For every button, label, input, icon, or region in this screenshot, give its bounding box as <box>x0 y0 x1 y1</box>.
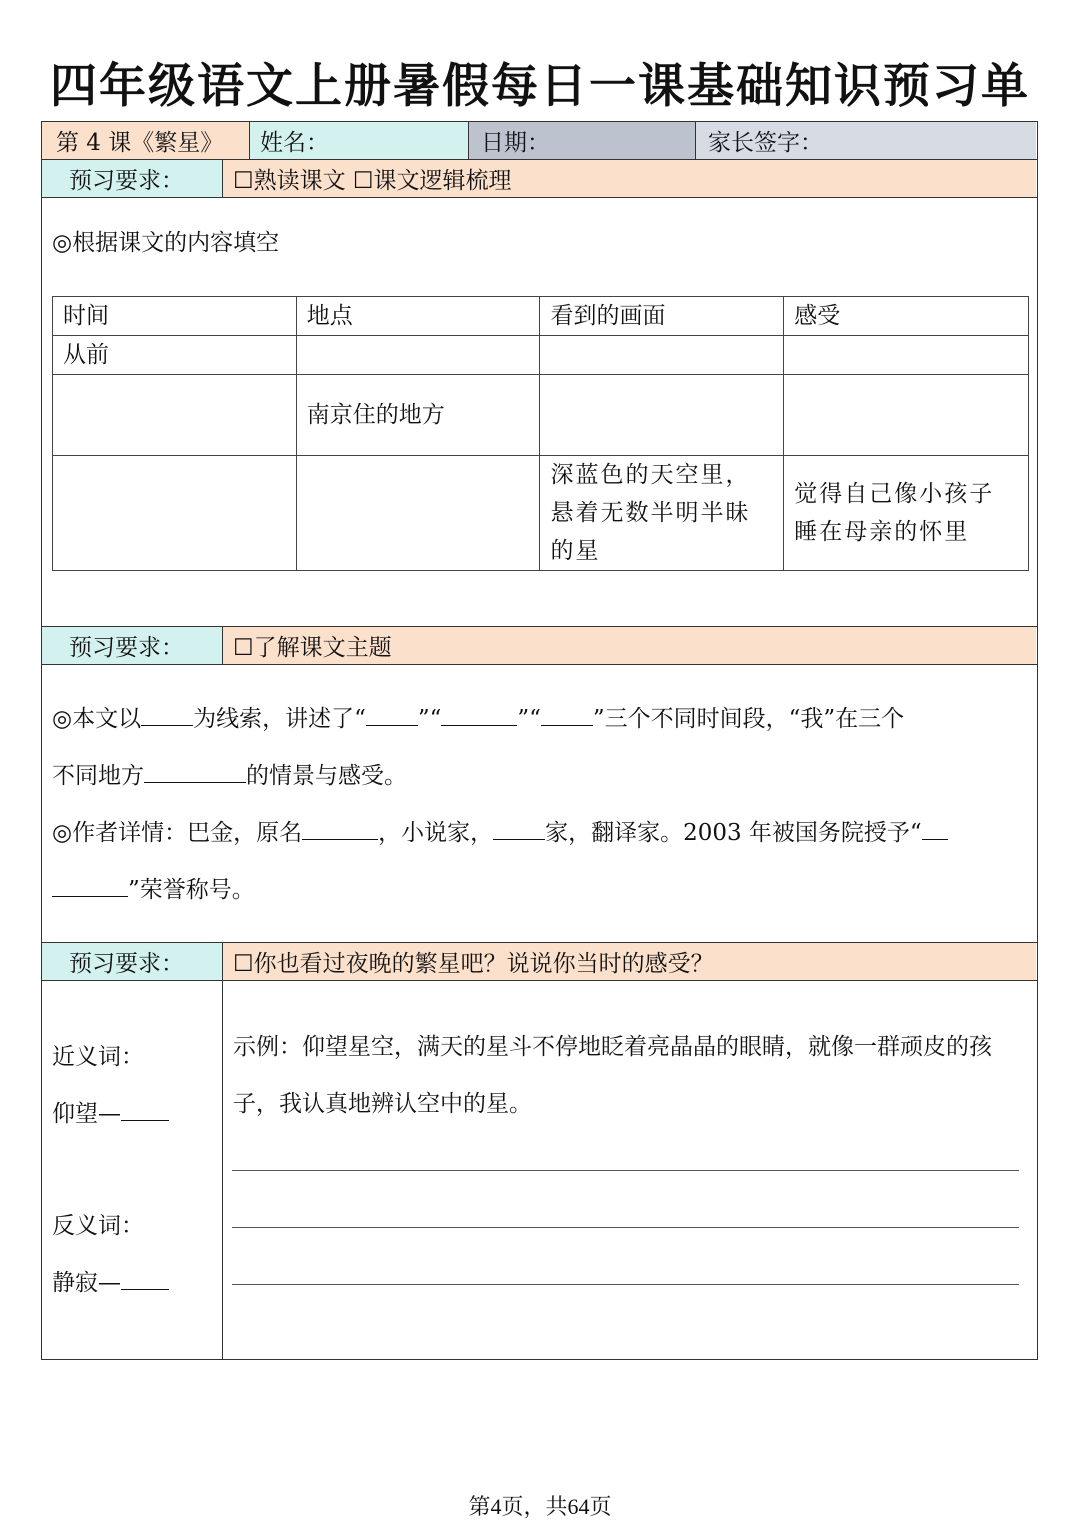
parent-sign-label: 家长签字： <box>708 130 823 156</box>
theme-paragraph <box>52 691 1032 805</box>
writing-line[interactable] <box>232 1284 1019 1285</box>
text-segment: ”荣誉称号。 <box>128 877 255 903</box>
lesson-cell <box>42 122 250 159</box>
table-header-row <box>53 297 1029 336</box>
name-label: 姓名： <box>260 130 329 156</box>
section2-req-text-cell <box>223 627 1036 664</box>
text-segment: 的情景与感受。 <box>246 763 407 789</box>
synonym-word: 仰望— <box>52 1101 121 1127</box>
fill-blank[interactable] <box>121 1098 169 1121</box>
section1-body <box>42 198 1037 627</box>
table-row <box>53 336 1029 375</box>
table-cell-blank[interactable] <box>540 336 784 375</box>
writing-line[interactable] <box>232 1227 1019 1228</box>
page-footer: 第4页，共64页 <box>468 1494 612 1519</box>
fill-blank[interactable] <box>922 817 948 840</box>
author-paragraph <box>52 805 1032 919</box>
text-segment: 不同地方 <box>52 763 144 789</box>
fill-blank[interactable] <box>144 760 246 783</box>
worksheet-table <box>41 121 1038 1360</box>
fill-in-prompt: ◎根据课文的内容填空 <box>52 230 280 256</box>
text-segment: 家，翻译家。2003 年被国务院授予“ <box>545 820 922 846</box>
fill-blank[interactable] <box>541 703 593 726</box>
antonym-label: 反义词： <box>52 1213 144 1239</box>
table-cell-blank[interactable] <box>784 336 1029 375</box>
table-cell-blank[interactable] <box>540 375 784 456</box>
text-segment: ”三个不同时间段，“我”在三个 <box>592 706 905 732</box>
example-text: 示例：仰望星空，满天的星斗不停地眨着亮晶晶的眼睛，就像一群顽皮的孩子，我认真地辨认空中的星。 <box>233 1034 992 1117</box>
req-label: 预习要求： <box>69 168 184 194</box>
fill-blank[interactable] <box>52 874 128 897</box>
fill-blank[interactable] <box>121 1267 169 1290</box>
section2-requirement-row <box>42 627 1037 665</box>
header-row <box>42 122 1037 160</box>
fill-blank[interactable] <box>493 817 545 840</box>
vocab-column <box>42 981 223 1359</box>
text-segment: ”“ <box>417 706 442 732</box>
fill-blank[interactable] <box>302 817 378 840</box>
synonym-label: 近义词： <box>52 1044 144 1070</box>
table-row <box>53 375 1029 456</box>
date-label: 日期： <box>481 130 550 156</box>
antonym-block <box>52 1198 169 1312</box>
section2-body <box>42 665 1037 943</box>
text-segment: ，小说家， <box>378 820 494 846</box>
req-text: ☐你也看过夜晚的繁星吧？说说你当时的感受？ <box>233 951 714 977</box>
table-cell: 从前 <box>53 336 297 375</box>
text-segment: ”“ <box>517 706 541 732</box>
req-text: ☐了解课文主题 <box>233 635 392 661</box>
antonym-word: 静寂— <box>52 1270 121 1296</box>
table-row <box>53 456 1029 571</box>
text-segment: ◎作者详情：巴金，原名 <box>52 820 303 846</box>
synonym-block <box>52 1029 169 1143</box>
table-cell-blank[interactable] <box>296 456 540 571</box>
section2-req-label-cell <box>42 627 223 664</box>
table-cell-blank[interactable] <box>784 375 1029 456</box>
fill-blank[interactable] <box>441 703 517 726</box>
date-field[interactable] <box>469 122 696 159</box>
fill-in-table <box>52 296 1029 571</box>
section1-req-text-cell <box>223 160 1036 197</box>
table-cell: 深蓝色的天空里，悬着无数半明半昧的星 <box>540 456 784 571</box>
table-cell: 觉得自己像小孩子睡在母亲的怀里 <box>784 456 1029 571</box>
req-label: 预习要求： <box>69 635 184 661</box>
section1-req-label-cell <box>42 160 223 197</box>
text-segment: ◎本文以 <box>52 706 142 732</box>
table-header-cell: 看到的画面 <box>540 297 784 336</box>
table-cell-blank[interactable] <box>53 375 297 456</box>
table-cell-blank[interactable] <box>53 456 297 571</box>
section1-requirement-row <box>42 160 1037 198</box>
lesson-title: 第 4 课《繁星》 <box>56 130 224 156</box>
writing-line[interactable] <box>232 1170 1019 1171</box>
table-cell-blank[interactable] <box>296 336 540 375</box>
req-label: 预习要求： <box>69 951 184 977</box>
table-header-cell: 时间 <box>53 297 297 336</box>
section3-req-label-cell <box>42 943 223 980</box>
req-text: ☐熟读课文 ☐课文逻辑梳理 <box>233 168 512 194</box>
table-cell: 南京住的地方 <box>296 375 540 456</box>
fill-blank[interactable] <box>366 703 418 726</box>
name-field[interactable] <box>250 122 469 159</box>
section3-req-text-cell <box>223 943 1036 980</box>
parent-sign-field[interactable] <box>696 122 1036 159</box>
section3-requirement-row <box>42 943 1037 981</box>
section3-body <box>42 981 1037 1359</box>
text-segment: 为线索，讲述了“ <box>193 706 366 732</box>
page-title: 四年级语文上册暑假每日一课基础知识预习单 <box>50 59 1030 114</box>
fill-blank[interactable] <box>141 703 193 726</box>
table-header-cell: 地点 <box>296 297 540 336</box>
table-header-cell: 感受 <box>784 297 1029 336</box>
